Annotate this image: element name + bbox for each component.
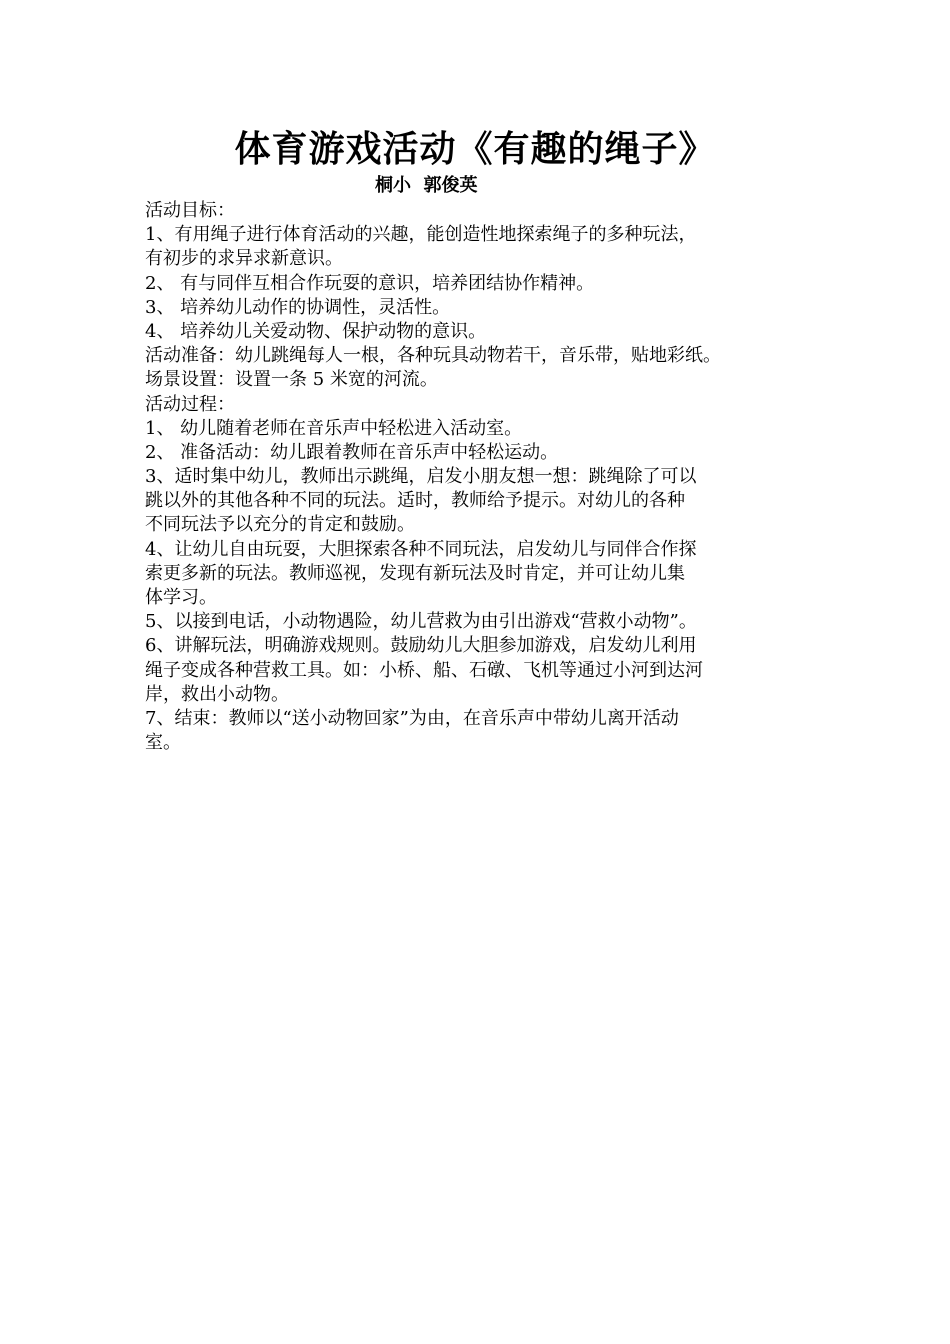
- document-title: 体育游戏活动《有趣的绳子》: [234, 129, 716, 170]
- text-line: 活动准备：幼儿跳绳每人一根，各种玩具动物若干，音乐带，贴地彩纸。: [145, 345, 721, 367]
- text-line: 3、 培养幼儿动作的协调性，灵活性。: [145, 296, 451, 318]
- document-body: [145, 199, 845, 755]
- text-line: 绳子变成各种营救工具。如：小桥、船、石礅、飞机等通过小河到达河: [145, 659, 703, 681]
- text-line: 跳以外的其他各种不同的玩法。适时，教师给予提示。对幼儿的各种: [145, 490, 685, 512]
- text-line: 1、 幼儿随着老师在音乐声中轻松进入活动室。: [145, 417, 523, 439]
- text-line: 有初步的求异求新意识。: [145, 248, 343, 270]
- text-line: 7、结束：教师以“送小动物回家”为由，在音乐声中带幼儿离开活动: [145, 707, 679, 729]
- text-line: 3、适时集中幼儿，教师出示跳绳，启发小朋友想一想：跳绳除了可以: [145, 466, 697, 488]
- text-line: 4、 培养幼儿关爱动物、保护动物的意识。: [145, 320, 487, 342]
- text-line: 索更多新的玩法。教师巡视，发现有新玩法及时肯定，并可让幼儿集: [145, 562, 685, 584]
- text-line: 2、 准备活动：幼儿跟着教师在音乐声中轻松运动。: [145, 441, 559, 463]
- text-line: 活动过程：: [145, 393, 235, 415]
- text-line: 岸，救出小动物。: [145, 683, 289, 705]
- text-line: 2、 有与同伴互相合作玩耍的意识，培养团结协作精神。: [145, 272, 595, 294]
- text-line: 体学习。: [145, 587, 217, 608]
- text-line: 4、让幼儿自由玩耍，大胆探索各种不同玩法，启发幼儿与同伴合作探: [145, 538, 697, 560]
- text-line: 5、以接到电话，小动物遇险，幼儿营救为由引出游戏“营救小动物”。: [145, 611, 697, 633]
- text-line: 场景设置：设置一条 5 米宽的河流。: [145, 369, 438, 391]
- author-line: 桐小 郭俊英: [375, 175, 478, 196]
- text-line: 不同玩法予以充分的肯定和鼓励。: [145, 514, 415, 536]
- text-line: 室。: [145, 732, 181, 754]
- text-line: 活动目标：: [145, 200, 235, 221]
- text-line: 1、有用绳子进行体育活动的兴趣，能创造性地探索绳子的多种玩法，: [145, 224, 697, 246]
- text-line: 6、讲解玩法，明确游戏规则。鼓励幼儿大胆参加游戏，启发幼儿利用: [145, 635, 697, 657]
